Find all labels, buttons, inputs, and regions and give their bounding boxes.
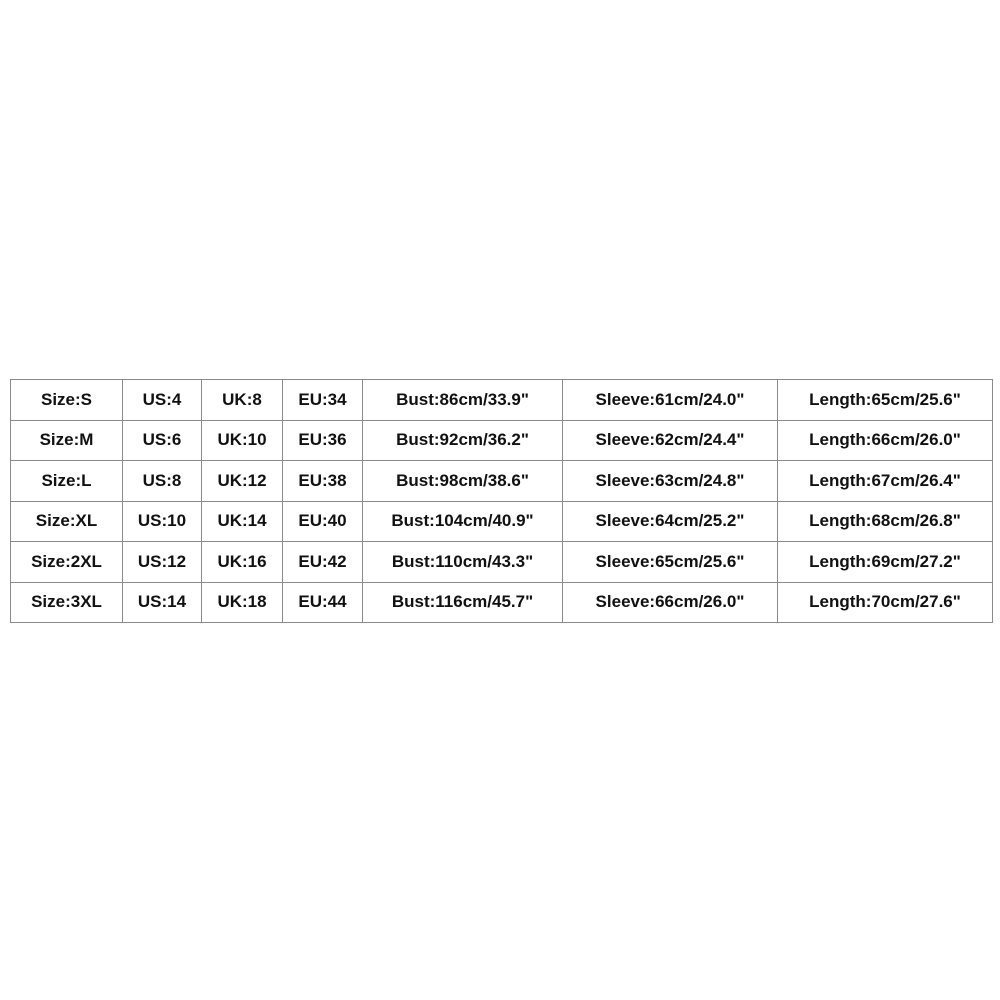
length-cell: Length:65cm/25.6" [778,380,993,421]
table-row [11,542,993,583]
sleeve-cell: Sleeve:65cm/25.6" [563,542,778,583]
size-cell: Size:2XL [11,542,123,583]
size-cell: Size:L [11,461,123,502]
length-cell: Length:67cm/26.4" [778,461,993,502]
size-cell: Size:XL [11,501,123,542]
eu-size-cell: EU:34 [283,380,363,421]
bust-cell: Bust:104cm/40.9" [363,501,563,542]
table-row [11,501,993,542]
us-size-cell: US:14 [123,582,202,623]
bust-cell: Bust:116cm/45.7" [363,582,563,623]
size-chart-table [10,379,993,623]
eu-size-cell: EU:42 [283,542,363,583]
bust-cell: Bust:92cm/36.2" [363,420,563,461]
length-cell: Length:68cm/26.8" [778,501,993,542]
table-row [11,582,993,623]
uk-size-cell: UK:12 [202,461,283,502]
eu-size-cell: EU:44 [283,582,363,623]
eu-size-cell: EU:40 [283,501,363,542]
sleeve-cell: Sleeve:64cm/25.2" [563,501,778,542]
size-cell: Size:3XL [11,582,123,623]
eu-size-cell: EU:38 [283,461,363,502]
uk-size-cell: UK:10 [202,420,283,461]
sleeve-cell: Sleeve:63cm/24.8" [563,461,778,502]
us-size-cell: US:10 [123,501,202,542]
sleeve-cell: Sleeve:61cm/24.0" [563,380,778,421]
table-row [11,420,993,461]
eu-size-cell: EU:36 [283,420,363,461]
bust-cell: Bust:98cm/38.6" [363,461,563,502]
us-size-cell: US:8 [123,461,202,502]
us-size-cell: US:6 [123,420,202,461]
sleeve-cell: Sleeve:66cm/26.0" [563,582,778,623]
size-cell: Size:M [11,420,123,461]
us-size-cell: US:4 [123,380,202,421]
table-row [11,380,993,421]
length-cell: Length:69cm/27.2" [778,542,993,583]
uk-size-cell: UK:8 [202,380,283,421]
uk-size-cell: UK:18 [202,582,283,623]
length-cell: Length:70cm/27.6" [778,582,993,623]
bust-cell: Bust:110cm/43.3" [363,542,563,583]
bust-cell: Bust:86cm/33.9" [363,380,563,421]
size-cell: Size:S [11,380,123,421]
sleeve-cell: Sleeve:62cm/24.4" [563,420,778,461]
table-row [11,461,993,502]
us-size-cell: US:12 [123,542,202,583]
length-cell: Length:66cm/26.0" [778,420,993,461]
uk-size-cell: UK:16 [202,542,283,583]
uk-size-cell: UK:14 [202,501,283,542]
